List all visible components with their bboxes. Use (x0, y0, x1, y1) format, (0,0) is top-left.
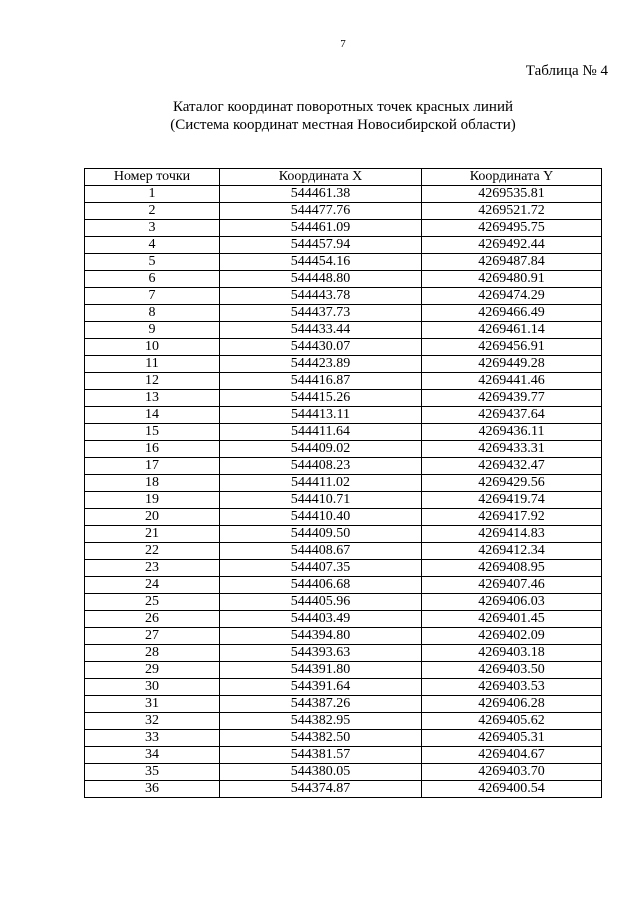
point-number-cell: 9 (85, 322, 220, 339)
coordinate-x-cell: 544374.87 (220, 781, 422, 798)
table-row (85, 203, 602, 220)
point-number-cell: 4 (85, 237, 220, 254)
point-number-cell: 18 (85, 475, 220, 492)
table-row (85, 424, 602, 441)
point-number-cell: 34 (85, 747, 220, 764)
table-row (85, 492, 602, 509)
point-number-cell: 19 (85, 492, 220, 509)
point-number-cell: 2 (85, 203, 220, 220)
point-number-cell: 31 (85, 696, 220, 713)
coordinate-x-cell: 544457.94 (220, 237, 422, 254)
coordinate-x-cell: 544391.80 (220, 662, 422, 679)
point-number-cell: 10 (85, 339, 220, 356)
point-number-cell: 7 (85, 288, 220, 305)
coordinate-y-cell: 4269521.72 (422, 203, 602, 220)
point-number-cell: 11 (85, 356, 220, 373)
table-row (85, 594, 602, 611)
coordinate-x-cell: 544461.09 (220, 220, 422, 237)
coordinate-x-cell: 544382.50 (220, 730, 422, 747)
table-row (85, 781, 602, 798)
coordinate-x-cell: 544393.63 (220, 645, 422, 662)
point-number-cell: 12 (85, 373, 220, 390)
point-number-cell: 20 (85, 509, 220, 526)
point-number-cell: 8 (85, 305, 220, 322)
point-number-cell: 15 (85, 424, 220, 441)
table-row (85, 373, 602, 390)
table-row (85, 764, 602, 781)
coordinate-x-cell: 544408.67 (220, 543, 422, 560)
coordinate-x-cell: 544416.87 (220, 373, 422, 390)
coordinate-x-cell: 544411.64 (220, 424, 422, 441)
coordinate-y-cell: 4269402.09 (422, 628, 602, 645)
coordinate-y-cell: 4269433.31 (422, 441, 602, 458)
coordinate-x-cell: 544423.89 (220, 356, 422, 373)
table-row (85, 458, 602, 475)
table-row (85, 526, 602, 543)
coordinate-x-cell: 544382.95 (220, 713, 422, 730)
table-row (85, 747, 602, 764)
coordinate-x-cell: 544394.80 (220, 628, 422, 645)
point-number-cell: 28 (85, 645, 220, 662)
coordinates-table (84, 168, 602, 798)
coordinate-x-cell: 544405.96 (220, 594, 422, 611)
coordinate-x-cell: 544454.16 (220, 254, 422, 271)
coordinate-y-cell: 4269474.29 (422, 288, 602, 305)
column-header-coordinate-y: Координата Y (422, 169, 602, 186)
coordinate-y-cell: 4269407.46 (422, 577, 602, 594)
coordinate-y-cell: 4269406.28 (422, 696, 602, 713)
table-row (85, 441, 602, 458)
coordinate-y-cell: 4269432.47 (422, 458, 602, 475)
table-body (85, 186, 602, 798)
coordinate-x-cell: 544387.26 (220, 696, 422, 713)
table-row (85, 475, 602, 492)
point-number-cell: 26 (85, 611, 220, 628)
point-number-cell: 27 (85, 628, 220, 645)
coordinate-y-cell: 4269436.11 (422, 424, 602, 441)
coordinate-x-cell: 544391.64 (220, 679, 422, 696)
coordinate-y-cell: 4269408.95 (422, 560, 602, 577)
coordinate-x-cell: 544433.44 (220, 322, 422, 339)
table-row (85, 543, 602, 560)
table-row (85, 339, 602, 356)
point-number-cell: 17 (85, 458, 220, 475)
table-row (85, 679, 602, 696)
table-row (85, 696, 602, 713)
table-caption (0, 98, 640, 134)
table-row (85, 730, 602, 747)
coordinate-x-cell: 544380.05 (220, 764, 422, 781)
table-row (85, 628, 602, 645)
table-row (85, 288, 602, 305)
table-row (85, 254, 602, 271)
coordinate-x-cell: 544411.02 (220, 475, 422, 492)
coordinate-x-cell: 544410.40 (220, 509, 422, 526)
table-row (85, 305, 602, 322)
coordinate-y-cell: 4269401.45 (422, 611, 602, 628)
table-row (85, 611, 602, 628)
table-row (85, 322, 602, 339)
coordinate-x-cell: 544410.71 (220, 492, 422, 509)
point-number-cell: 35 (85, 764, 220, 781)
coordinate-x-cell: 544430.07 (220, 339, 422, 356)
table-row (85, 407, 602, 424)
coordinate-y-cell: 4269403.70 (422, 764, 602, 781)
point-number-cell: 6 (85, 271, 220, 288)
caption-line-1: Каталог координат поворотных точек красных линий (172, 99, 514, 115)
point-number-cell: 32 (85, 713, 220, 730)
page-number: 7 (340, 38, 346, 50)
coordinate-y-cell: 4269492.44 (422, 237, 602, 254)
coordinate-x-cell: 544415.26 (220, 390, 422, 407)
coordinate-x-cell: 544406.68 (220, 577, 422, 594)
point-number-cell: 14 (85, 407, 220, 424)
table-row (85, 560, 602, 577)
point-number-cell: 29 (85, 662, 220, 679)
coordinate-y-cell: 4269403.53 (422, 679, 602, 696)
coordinate-x-cell: 544461.38 (220, 186, 422, 203)
point-number-cell: 24 (85, 577, 220, 594)
coordinate-y-cell: 4269441.46 (422, 373, 602, 390)
table-row (85, 645, 602, 662)
coordinate-y-cell: 4269405.31 (422, 730, 602, 747)
point-number-cell: 36 (85, 781, 220, 798)
coordinate-y-cell: 4269449.28 (422, 356, 602, 373)
coordinate-y-cell: 4269456.91 (422, 339, 602, 356)
point-number-cell: 23 (85, 560, 220, 577)
coordinate-y-cell: 4269417.92 (422, 509, 602, 526)
table-row (85, 237, 602, 254)
coordinate-y-cell: 4269404.67 (422, 747, 602, 764)
coordinate-x-cell: 544437.73 (220, 305, 422, 322)
coordinate-x-cell: 544443.78 (220, 288, 422, 305)
coordinate-y-cell: 4269414.83 (422, 526, 602, 543)
table-row (85, 577, 602, 594)
coordinate-y-cell: 4269400.54 (422, 781, 602, 798)
caption-line-2: (Система координат местная Новосибирской области) (170, 117, 516, 133)
coordinate-x-cell: 544477.76 (220, 203, 422, 220)
table-row (85, 186, 602, 203)
point-number-cell: 30 (85, 679, 220, 696)
point-number-cell: 3 (85, 220, 220, 237)
table-row (85, 390, 602, 407)
table-row (85, 713, 602, 730)
coordinate-x-cell: 544413.11 (220, 407, 422, 424)
table-label: Таблица № 4 (525, 63, 608, 79)
coordinate-y-cell: 4269437.64 (422, 407, 602, 424)
column-header-point-number: Номер точки (85, 169, 220, 186)
coordinate-x-cell: 544409.50 (220, 526, 422, 543)
coordinate-y-cell: 4269466.49 (422, 305, 602, 322)
table-row (85, 662, 602, 679)
coordinate-y-cell: 4269495.75 (422, 220, 602, 237)
coordinate-y-cell: 4269403.50 (422, 662, 602, 679)
table-header-row (85, 169, 602, 186)
coordinate-x-cell: 544403.49 (220, 611, 422, 628)
coordinate-y-cell: 4269403.18 (422, 645, 602, 662)
point-number-cell: 21 (85, 526, 220, 543)
point-number-cell: 33 (85, 730, 220, 747)
coordinate-x-cell: 544381.57 (220, 747, 422, 764)
point-number-cell: 13 (85, 390, 220, 407)
coordinate-y-cell: 4269429.56 (422, 475, 602, 492)
table-row (85, 220, 602, 237)
column-header-coordinate-x: Координата X (220, 169, 422, 186)
coordinate-y-cell: 4269405.62 (422, 713, 602, 730)
coordinate-y-cell: 4269487.84 (422, 254, 602, 271)
table-row (85, 271, 602, 288)
coordinate-y-cell: 4269439.77 (422, 390, 602, 407)
point-number-cell: 16 (85, 441, 220, 458)
coordinate-y-cell: 4269406.03 (422, 594, 602, 611)
coordinate-x-cell: 544448.80 (220, 271, 422, 288)
point-number-cell: 1 (85, 186, 220, 203)
coordinate-x-cell: 544407.35 (220, 560, 422, 577)
coordinate-x-cell: 544408.23 (220, 458, 422, 475)
coordinate-y-cell: 4269480.91 (422, 271, 602, 288)
point-number-cell: 22 (85, 543, 220, 560)
point-number-cell: 25 (85, 594, 220, 611)
coordinate-y-cell: 4269419.74 (422, 492, 602, 509)
coordinate-y-cell: 4269412.34 (422, 543, 602, 560)
point-number-cell: 5 (85, 254, 220, 271)
table-row (85, 356, 602, 373)
coordinate-x-cell: 544409.02 (220, 441, 422, 458)
table-row (85, 509, 602, 526)
coordinate-y-cell: 4269535.81 (422, 186, 602, 203)
coordinate-y-cell: 4269461.14 (422, 322, 602, 339)
